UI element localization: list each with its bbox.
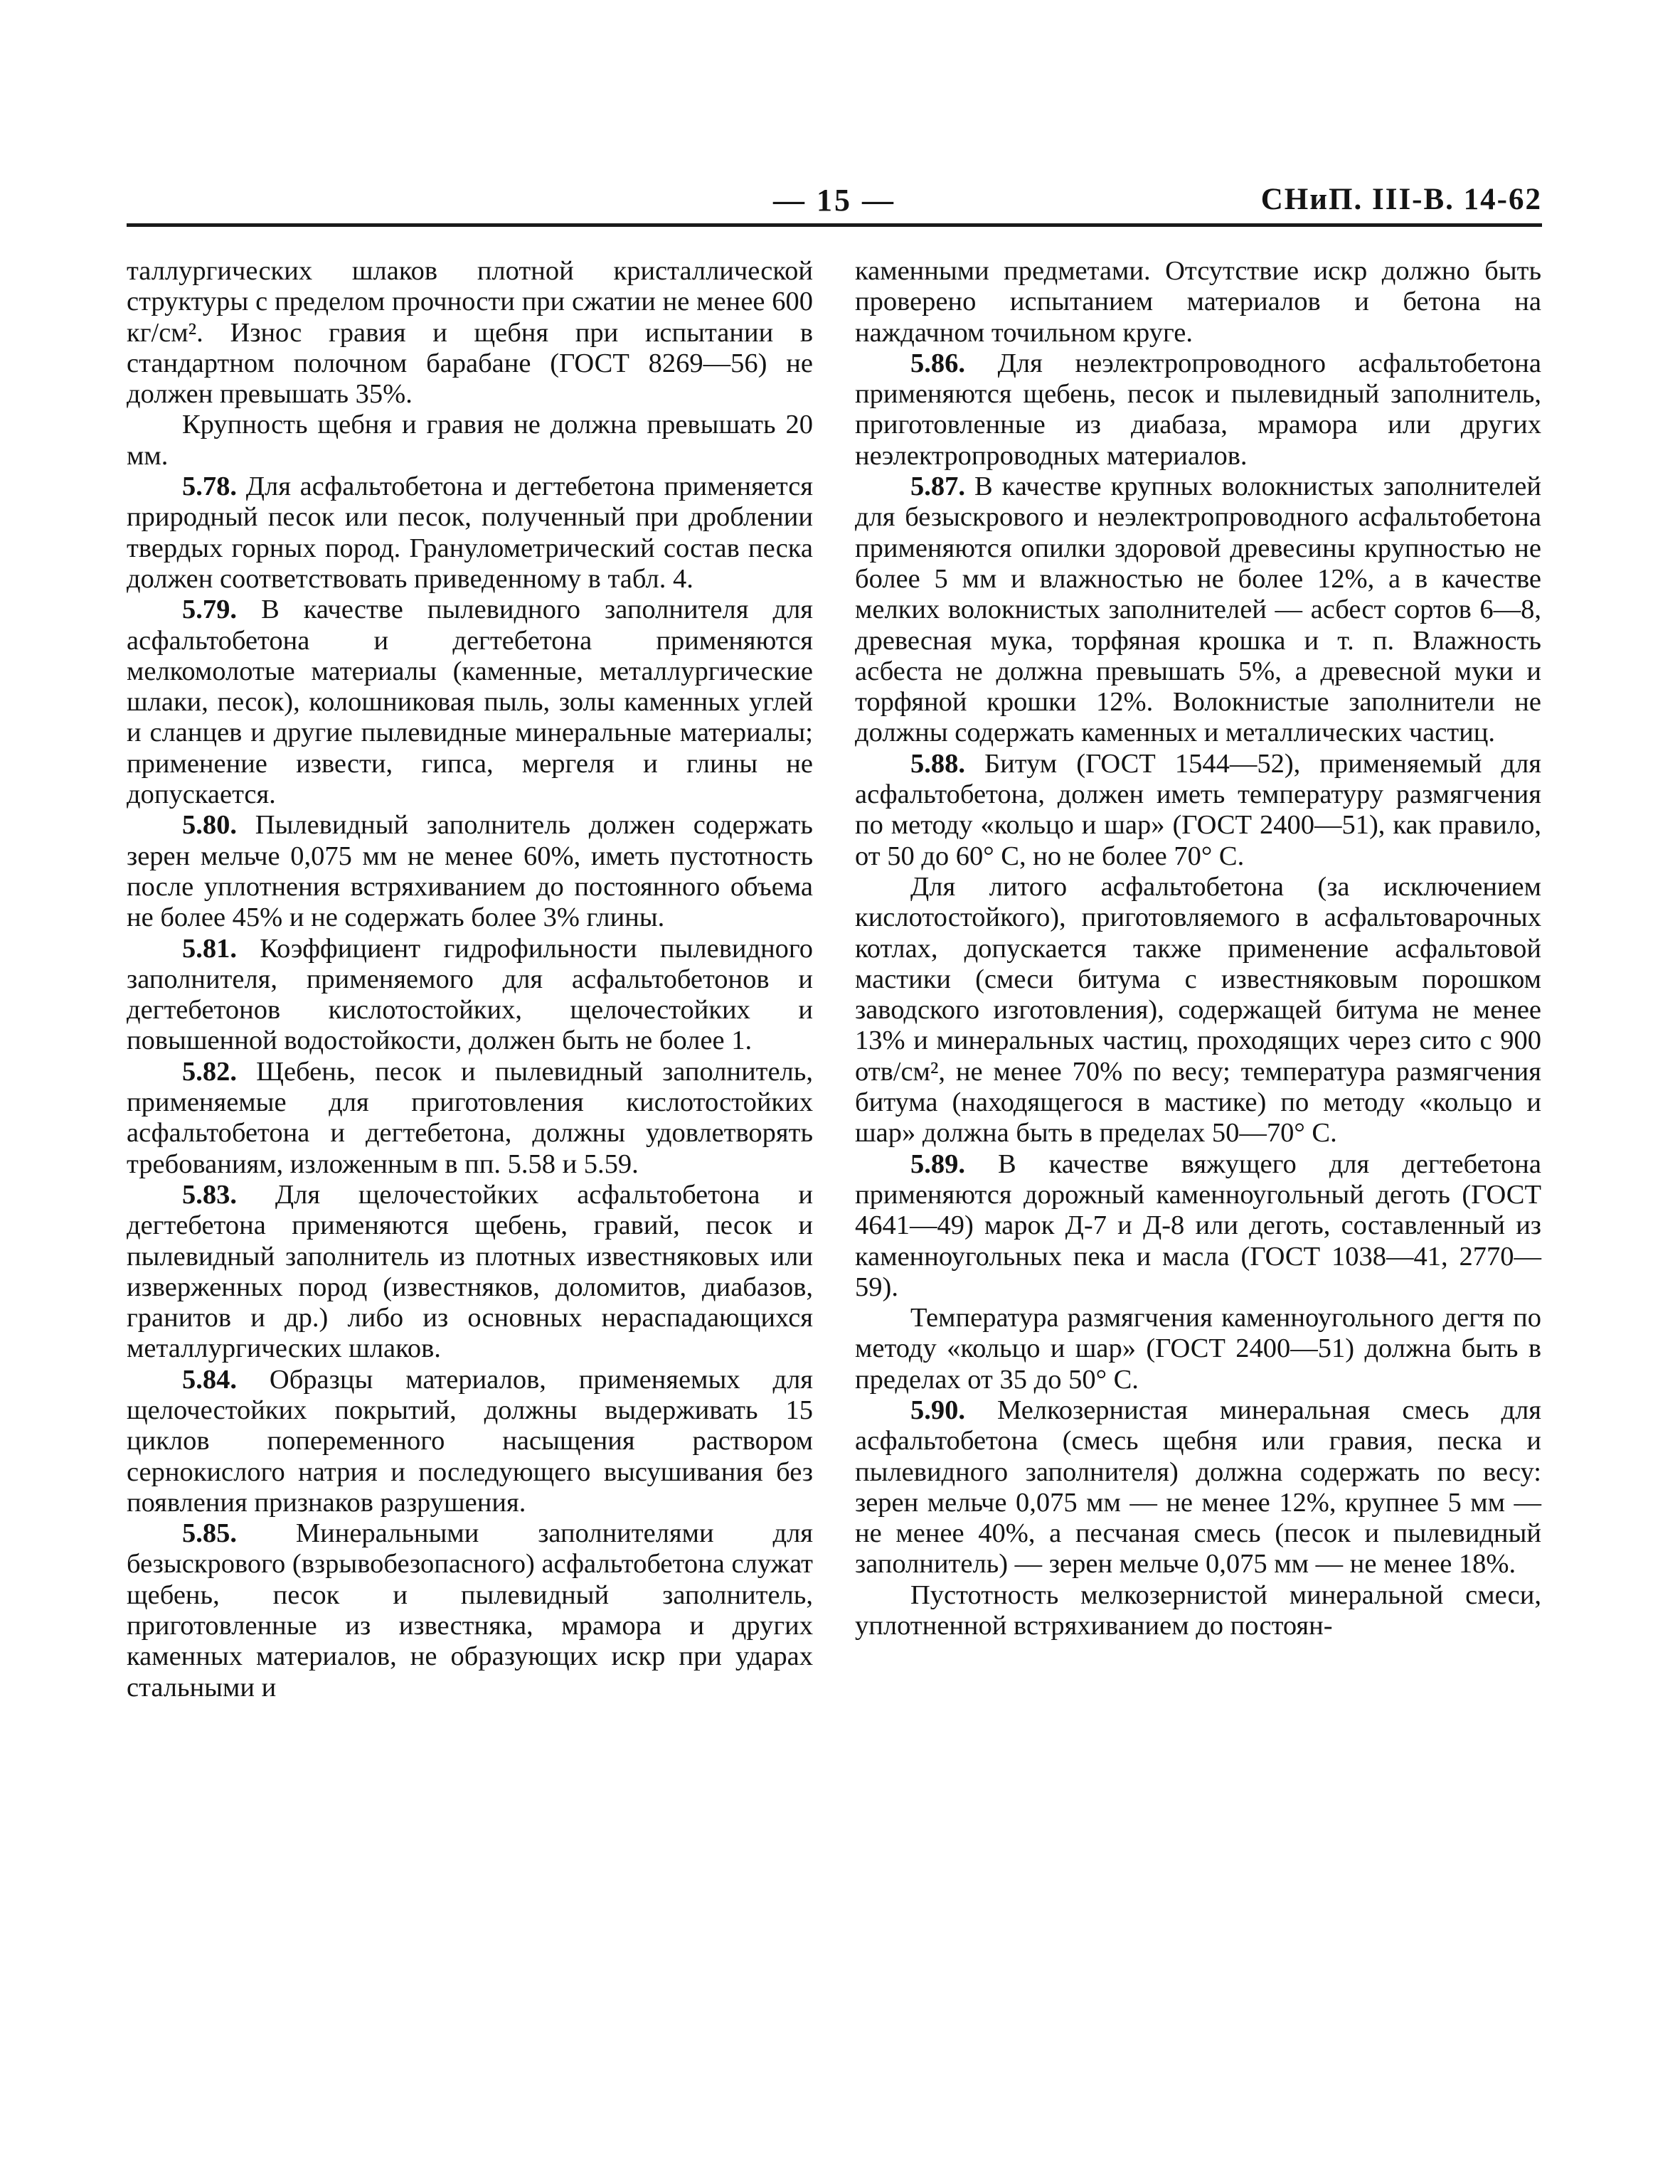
clause-number: 5.90. xyxy=(910,1395,965,1425)
paragraph-text: Битум (ГОСТ 1544—52), применяемый для асфальтобетона, должен иметь температуру размягчения по методу «кольцо и шар» (ГОСТ 2400—51), как правило, от 50 до 60° С, но не более 70° С. xyxy=(855,748,1541,871)
paragraph xyxy=(855,256,1541,348)
paragraph-text: Мелкозернистая минеральная смесь для асфальтобетона (смесь щебня или гравия, песка и пылевидного заполнителя) должна содержать по весу: зерен мельче 0,075 мм — не менее 12%, крупнее 5 мм — не менее 40%, а песчаная смесь (песок и пылевидный заполнитель) — зерен мельче 0,075 мм — не менее 18%. xyxy=(855,1395,1541,1580)
page-number: — 15 — xyxy=(773,183,895,218)
clause-number: 5.87. xyxy=(910,472,965,502)
right-column xyxy=(855,256,1541,1641)
paragraph-text: Пустотность мелкозернистой минеральной смеси, уплотненной встряхиванием до постоян- xyxy=(855,1580,1541,1641)
paragraph-text: Образцы материалов, применяемых для щелочестойких покрытий, должны выдерживать 15 циклов попеременного насыщения раствором сернокислого натрия и последующего высушивания без появления признаков разрушения. xyxy=(127,1364,813,1518)
clause-number: 5.83. xyxy=(182,1179,237,1210)
paragraph-text: Пылевидный заполнитель должен содержать зерен мельче 0,075 мм не менее 60%, иметь пустотность после уплотнения встряхиванием до постоянного объема не более 45% и не содержать более 3% глины. xyxy=(127,810,813,933)
paragraph xyxy=(855,1303,1541,1395)
left-column xyxy=(127,256,813,1703)
paragraph-text: Для литого асфальтобетона (за исключением кислотостойкого), приготовляемого в асфальтоварочных котлах, допускается также применение асфальтовой мастики (смеси битума с известняковым порошком заводского изготовления), содержащей битума не менее 13% и минеральных частиц, проходящих через сито с 900 отв/см², не менее 70% по весу; температура размягчения битума (находящегося в мастике) по методу «кольцо и шар» должна быть в пределах 50—70° С. xyxy=(855,871,1541,1149)
paragraph xyxy=(127,934,813,1057)
paragraph-text: В качестве вяжущего для дегтебетона применяются дорожный каменноугольный деготь (ГОСТ 4641—49) марок Д-7 и Д-8 или деготь, составленный из каменноугольных пека и масла (ГОСТ 1038—41, 2770—59). xyxy=(855,1149,1541,1302)
clause-number: 5.86. xyxy=(910,348,965,378)
paragraph xyxy=(127,410,813,472)
clause-number: 5.79. xyxy=(182,595,237,625)
paragraph-text: В качестве крупных волокнистых заполнителей для безыскрового и неэлектропроводного асфальтобетона применяются опилки здоровой древесины крупностью не более 5 мм и влажностью не более 12%, а в качестве мелких волокнистых заполнителей — асбест сортов 6—8, древесная мука, торфяная крошка и т. п. Влажность асбеста не должна превышать 5%, а древесной муки и торфяной крошки 12%. Волокнистые заполнители не должны содержать каменных и металлических частиц. xyxy=(855,472,1541,748)
page-header xyxy=(127,178,1542,223)
paragraph xyxy=(127,1518,813,1703)
paragraph-text: Щебень, песок и пылевидный заполнитель, применяемые для приготовления кислотостойких асфальтобетона и дегтебетона, должны удовлетворять требованиям, изложенным в пп. 5.58 и 5.59. xyxy=(127,1056,813,1179)
paragraph xyxy=(127,595,813,810)
clause-number: 5.81. xyxy=(182,933,237,964)
header-rule xyxy=(127,223,1542,227)
paragraph xyxy=(855,872,1541,1149)
clause-number: 5.84. xyxy=(182,1364,237,1395)
clause-number: 5.85. xyxy=(182,1518,237,1549)
paragraph-text: Температура размягчения каменноугольного дегтя по методу «кольцо и шар» (ГОСТ 2400—51) должна быть в пределах от 35 до 50° С. xyxy=(855,1303,1541,1395)
paragraph-text: каменными предметами. Отсутствие искр должно быть проверено испытанием материалов и бетона на наждачном точильном круге. xyxy=(855,256,1541,348)
paragraph-text: таллургических шлаков плотной кристаллической структуры с пределом прочности при сжатии не менее 600 кг/см². Износ гравия и щебня при испытании в стандартном полочном барабане (ГОСТ 8269—56) не должен превышать 35%. xyxy=(127,256,813,410)
paragraph xyxy=(127,1180,813,1365)
paragraph xyxy=(855,1149,1541,1303)
clause-number: 5.80. xyxy=(182,810,237,841)
clause-number: 5.88. xyxy=(910,748,965,779)
clause-number: 5.89. xyxy=(910,1149,965,1179)
paragraph xyxy=(127,810,813,933)
paragraph xyxy=(855,1580,1541,1642)
paragraph-text: Коэффициент гидрофильности пылевидного заполнителя, применяемого для асфальтобетонов и дегтебетонов кислотостойких, щелочестойких и повышенной водостойкости, должен быть не более 1. xyxy=(127,933,813,1056)
clause-number: 5.78. xyxy=(182,472,237,502)
paragraph-text: Для неэлектропроводного асфальтобетона применяются щебень, песок и пылевидный заполнитель, приготовленные из диабаза, мрамора или других неэлектропроводных материалов. xyxy=(855,348,1541,471)
paragraph-text: Минеральными заполнителями для безыскрового (взрывобезопасного) асфальтобетона служат щебень, песок и пылевидный заполнитель, приготовленные из известняка, мрамора и других каменных материалов, не образующих искр при ударах стальными и xyxy=(127,1518,813,1703)
paragraph-text: В качестве пылевидного заполнителя для асфальтобетона и дегтебетона применяются мелкомолотые материалы (каменные, металлургические шлаки, песок), колошниковая пыль, золы каменных углей и сланцев и другие пылевидные минеральные материалы; применение извести, гипса, мергеля и глины не допускается. xyxy=(127,595,813,810)
paragraph-text: Крупность щебня и гравия не должна превышать 20 мм. xyxy=(127,410,813,471)
paragraph-text: Для асфальтобетона и дегтебетона применяется природный песок или песок, полученный при дроблении твердых горных пород. Гранулометрический состав песка должен соответствовать приведенному в табл. 4. xyxy=(127,472,813,594)
paragraph xyxy=(855,472,1541,749)
paragraph xyxy=(855,1395,1541,1580)
paragraph xyxy=(127,1365,813,1518)
clause-number: 5.82. xyxy=(182,1056,237,1087)
paragraph xyxy=(127,472,813,595)
document-code: СНиП. III-В. 14-62 xyxy=(1260,183,1542,216)
paragraph xyxy=(127,256,813,410)
paragraph xyxy=(855,348,1541,472)
paragraph xyxy=(127,1057,813,1180)
paragraph xyxy=(855,749,1541,872)
paragraph-text: Для щелочестойких асфальтобетона и дегтебетона применяются щебень, гравий, песок и пылевидный заполнитель из плотных известняковых или изверженных пород (известняков, доломитов, диабазов, гранитов и др.) либо из основных нераспадающихся металлургических шлаков. xyxy=(127,1179,813,1364)
